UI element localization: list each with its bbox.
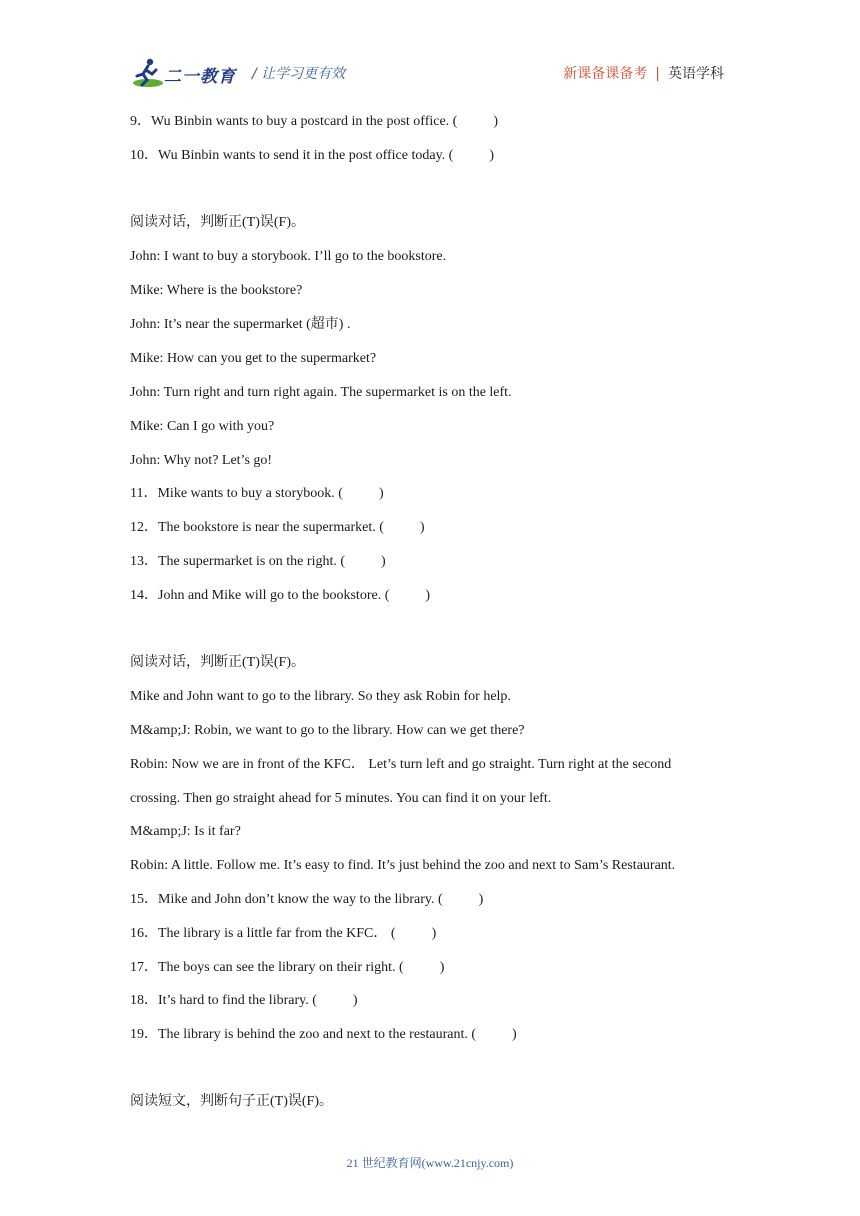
close-paren: ) <box>419 520 425 535</box>
close-paren: ) <box>512 1027 517 1042</box>
dialogue-line: Mike and John want to go to the library. So they ask Robin for help. <box>130 689 511 704</box>
question-text: The boys can see the library on their right. ( <box>158 960 404 975</box>
question-item <box>130 959 444 977</box>
question-number: 15． <box>130 892 158 907</box>
dialogue-line: John: It’s near the supermarket (超市) . <box>130 317 351 332</box>
close-paren: ) <box>439 960 445 975</box>
close-paren: ) <box>381 554 386 569</box>
question-text: The bookstore is near the supermarket. ( <box>158 520 384 535</box>
question-number: 18． <box>130 993 158 1008</box>
close-paren: ) <box>478 892 484 907</box>
question-text: Wu Binbin wants to buy a postcard in the post office. ( <box>151 114 458 129</box>
header-subject <box>563 63 724 83</box>
question-text: Wu Binbin wants to send it in the post office today. ( <box>158 148 454 163</box>
dialogue-line: John: Why not? Let’s go! <box>130 453 273 468</box>
question-number: 17． <box>130 960 158 975</box>
logo <box>130 56 242 90</box>
dialogue-line: M&amp;J: Is it far? <box>130 824 241 839</box>
page-header <box>130 56 724 90</box>
header-subject-label: 英语学科 <box>668 66 724 82</box>
question-item <box>130 925 436 943</box>
question-item <box>130 587 430 605</box>
section-instruction: 阅读对话，判断正(T)误(F)。 <box>130 215 305 230</box>
question-item <box>130 992 358 1010</box>
page-footer: 21 世纪教育网(www.21cnjy.com) <box>346 1156 514 1170</box>
question-number: 14． <box>130 588 158 603</box>
question-item <box>130 1026 517 1044</box>
question-item <box>130 891 483 909</box>
question-text: The library is behind the zoo and next to the restaurant. ( <box>158 1027 477 1042</box>
dialogue-line: Robin: Now we are in front of the KFC． Let’s turn left and go straight. Turn right at the second <box>130 757 672 772</box>
question-number: 16． <box>130 926 158 941</box>
question-number: 13． <box>130 554 158 569</box>
close-paren: ) <box>489 148 495 163</box>
question-number: 10． <box>130 148 158 163</box>
dialogue-line: John: Turn right and turn right again. The supermarket is on the left. <box>130 385 512 400</box>
dialogue-line: crossing. Then go straight ahead for 5 minutes. You can find it on your left. <box>130 791 552 806</box>
question-text: Mike and John don’t know the way to the library. ( <box>158 892 443 907</box>
question-number: 11． <box>130 486 158 501</box>
close-paren: ) <box>493 114 499 129</box>
question-item <box>130 519 425 537</box>
question-text: Mike wants to buy a storybook. ( <box>157 486 343 501</box>
question-text: John and Mike will go to the bookstore. ( <box>158 588 390 603</box>
section-instruction: 阅读短文，判断句子正(T)误(F)。 <box>130 1094 333 1109</box>
question-text: The supermarket is on the right. ( <box>158 554 346 569</box>
slogan: / 让学习更有效 <box>252 66 346 82</box>
question-text: The library is a little far from the KFC． ( <box>158 926 396 941</box>
dialogue-line: John: I want to buy a storybook. I’ll go to the bookstore. <box>130 249 447 264</box>
dialogue-line: Mike: Where is the bookstore? <box>130 283 303 298</box>
dialogue-line: Mike: Can I go with you? <box>130 419 275 434</box>
close-paren: ) <box>425 588 431 603</box>
logo-text: 二一教育 <box>164 67 236 87</box>
header-course-label: 新课备课备考 <box>563 66 648 82</box>
question-item <box>130 147 494 165</box>
question-item <box>130 553 386 571</box>
question-number: 9． <box>130 114 151 129</box>
header-separator: | <box>655 66 660 82</box>
question-text: It’s hard to find the library. ( <box>158 993 317 1008</box>
dialogue-line: M&amp;J: Robin, we want to go to the library. How can we get there? <box>130 723 525 738</box>
close-paren: ) <box>352 993 358 1008</box>
close-paren: ) <box>431 926 437 941</box>
section-instruction: 阅读对话，判断正(T)误(F)。 <box>130 655 305 670</box>
dialogue-line: Mike: How can you get to the supermarket? <box>130 351 377 366</box>
question-number: 19． <box>130 1027 158 1042</box>
runner-icon <box>130 56 164 90</box>
close-paren: ) <box>378 486 384 501</box>
question-item <box>130 485 384 503</box>
question-number: 12． <box>130 520 158 535</box>
dialogue-line: Robin: A little. Follow me. It’s easy to find. It’s just behind the zoo and next to Sam’s Restaurant. <box>130 858 676 873</box>
question-item <box>130 113 498 131</box>
